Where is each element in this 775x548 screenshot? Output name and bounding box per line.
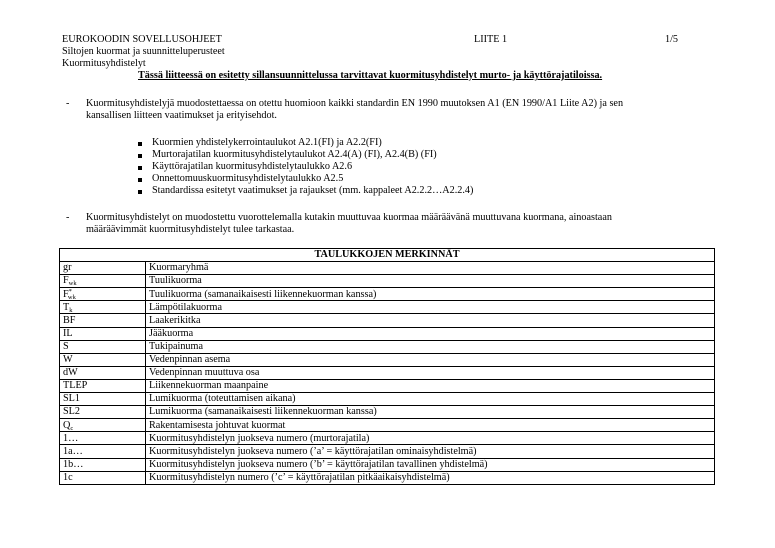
- symbol-text: 1…: [63, 432, 79, 444]
- square-bullet-icon: [138, 142, 142, 146]
- description-cell: Kuormitusyhdistelyn juokseva numero (murtorajatila): [146, 432, 715, 445]
- table-row: [60, 340, 715, 353]
- symbol-text: T: [63, 301, 70, 313]
- table-row: [60, 314, 715, 327]
- symbol-text: F: [63, 275, 69, 287]
- description-cell: Kuormitusyhdistelyn juokseva numero (’a’ = käyttörajatilan ominaisyhdistelmä): [146, 445, 715, 458]
- paragraph2-line2: määräävimmät kuormitusyhdistelyt tulee tarkastaa.: [86, 224, 295, 235]
- symbol-subscript: k: [69, 306, 73, 314]
- symbol-text: TLEP: [63, 380, 88, 392]
- symbol-cell: [60, 379, 146, 392]
- paragraph1-dash: -: [66, 98, 70, 109]
- symbol-cell: [60, 445, 146, 458]
- description-cell: Rakentamisesta johtuvat kuormat: [146, 419, 715, 432]
- list-item-text: Kuormien yhdistelykerrointaulukot A2.1(FI) ja A2.2(FI): [152, 137, 382, 148]
- description-cell: Laakerikitka: [146, 314, 715, 327]
- description-cell: Lämpötilakuorma: [146, 301, 715, 314]
- table-row: [60, 393, 715, 406]
- table-row: [60, 458, 715, 471]
- document-org: EUROKOODIN SOVELLUSOHJEET: [62, 34, 222, 45]
- list-item-text: Standardissa esitetyt vaatimukset ja rajaukset (mm. kappaleet A2.2.2…A2.2.4): [152, 185, 474, 196]
- symbol-cell: [60, 327, 146, 340]
- description-cell: Kuormitusyhdistelyn numero (’c’ = käyttörajatilan pitkäaikaisyhdistelmä): [146, 471, 715, 484]
- symbol-cell: [60, 275, 146, 288]
- paragraph1-line2: kansallisen liitteen vaatimukset ja erityisehdot.: [86, 110, 277, 121]
- symbol-text: W: [63, 354, 73, 366]
- symbol-text: Q: [63, 419, 71, 431]
- description-cell: Tuulikuorma (samanaikaisesti liikennekuorman kanssa): [146, 288, 715, 301]
- symbol-text: BF: [63, 314, 76, 326]
- symbol-subscript: wk: [68, 280, 77, 288]
- symbol-text: SL2: [63, 406, 80, 418]
- symbol-text: IL: [63, 327, 73, 339]
- symbol-text: SL1: [63, 393, 80, 405]
- appendix-label: LIITE 1: [474, 34, 508, 45]
- symbol-subscript: c: [70, 424, 74, 432]
- symbol-cell: [60, 262, 146, 275]
- square-bullet-icon: [138, 190, 142, 194]
- symbol-cell: [60, 393, 146, 406]
- table-row: [60, 406, 715, 419]
- list-item-text: Käyttörajatilan kuormitusyhdistelytaulukko A2.6: [152, 161, 353, 172]
- table-row: [60, 353, 715, 366]
- symbol-cell: [60, 288, 146, 301]
- symbol-subscript: wk: [67, 293, 76, 301]
- table-row: [60, 262, 715, 275]
- table-title: TAULUKKOJEN MERKINNÄT: [60, 249, 715, 262]
- symbol-cell: [60, 353, 146, 366]
- description-cell: Lumikuorma (toteuttamisen aikana): [146, 393, 715, 406]
- table-row: [60, 288, 715, 301]
- symbol-cell: [60, 301, 146, 314]
- symbol-text: 1a…: [63, 445, 83, 457]
- table-row: [60, 301, 715, 314]
- table-row: [60, 327, 715, 340]
- symbol-text: 1c: [63, 471, 73, 483]
- symbol-cell: [60, 314, 146, 327]
- symbol-text: 1b…: [63, 458, 84, 470]
- symbol-cell: [60, 419, 146, 432]
- symbol-cell: [60, 471, 146, 484]
- description-cell: Tuulikuorma: [146, 275, 715, 288]
- description-cell: Jääkuorma: [146, 327, 715, 340]
- description-cell: Tukipainuma: [146, 340, 715, 353]
- description-cell: Liikennekuorman maanpaine: [146, 379, 715, 392]
- description-cell: Kuormaryhmä: [146, 262, 715, 275]
- table-row: [60, 445, 715, 458]
- table-row: [60, 419, 715, 432]
- table-row: [60, 471, 715, 484]
- symbol-text: dW: [63, 367, 78, 379]
- description-cell: Vedenpinnan muuttuva osa: [146, 366, 715, 379]
- description-cell: Kuormitusyhdistelyn juokseva numero (’b’ = käyttörajatilan tavallinen yhdistelmä): [146, 458, 715, 471]
- symbol-cell: [60, 366, 146, 379]
- description-cell: Vedenpinnan asema: [146, 353, 715, 366]
- symbol-cell: [60, 340, 146, 353]
- table-row: [60, 379, 715, 392]
- symbol-text: gr: [63, 262, 72, 274]
- symbol-cell: [60, 432, 146, 445]
- page-number: 1/5: [665, 34, 679, 45]
- square-bullet-icon: [138, 178, 142, 182]
- intro-heading: Tässä liitteessä on esitetty sillansuunnittelussa tarvittavat kuormitusyhdistelyt murto- ja käyttörajatiloissa.: [138, 70, 603, 81]
- table-header-row: [60, 249, 715, 262]
- table-row: [60, 366, 715, 379]
- paragraph1-line1: Kuormitusyhdistelyjä muodostettaessa on otettu huomioon kaikki standardin EN 1990 muutoksen A1 (EN 1990/A1 Liite A2) ja sen: [86, 98, 624, 109]
- symbol-text: S: [63, 340, 69, 352]
- table-body: [60, 262, 715, 485]
- paragraph2-line1: Kuormitusyhdistelyt on muodostettu vuorottelemalla kutakin muuttuvaa kuormaa määräävänä muuttuvana kuormana, ainoastaan: [86, 212, 612, 223]
- description-cell: Lumikuorma (samanaikaisesti liikennekuorman kanssa): [146, 406, 715, 419]
- symbol-cell: [60, 458, 146, 471]
- square-bullet-icon: [138, 166, 142, 170]
- symbol-text: F: [63, 288, 69, 300]
- notation-table: [59, 248, 715, 485]
- document-section: Kuormitusyhdistelyt: [62, 58, 146, 69]
- square-bullet-icon: [138, 154, 142, 158]
- symbol-cell: [60, 406, 146, 419]
- symbol-superscript: *: [68, 287, 72, 295]
- table-row: [60, 275, 715, 288]
- table-row: [60, 432, 715, 445]
- paragraph2-dash: -: [66, 212, 70, 223]
- document-subtitle: Siltojen kuormat ja suunnitteluperusteet: [62, 46, 225, 57]
- list-item-text: Murtorajatilan kuormitusyhdistelytaulukot A2.4(A) (FI), A2.4(B) (FI): [152, 149, 437, 160]
- list-item-text: Onnettomuuskuormitusyhdistelytaulukko A2.5: [152, 173, 344, 184]
